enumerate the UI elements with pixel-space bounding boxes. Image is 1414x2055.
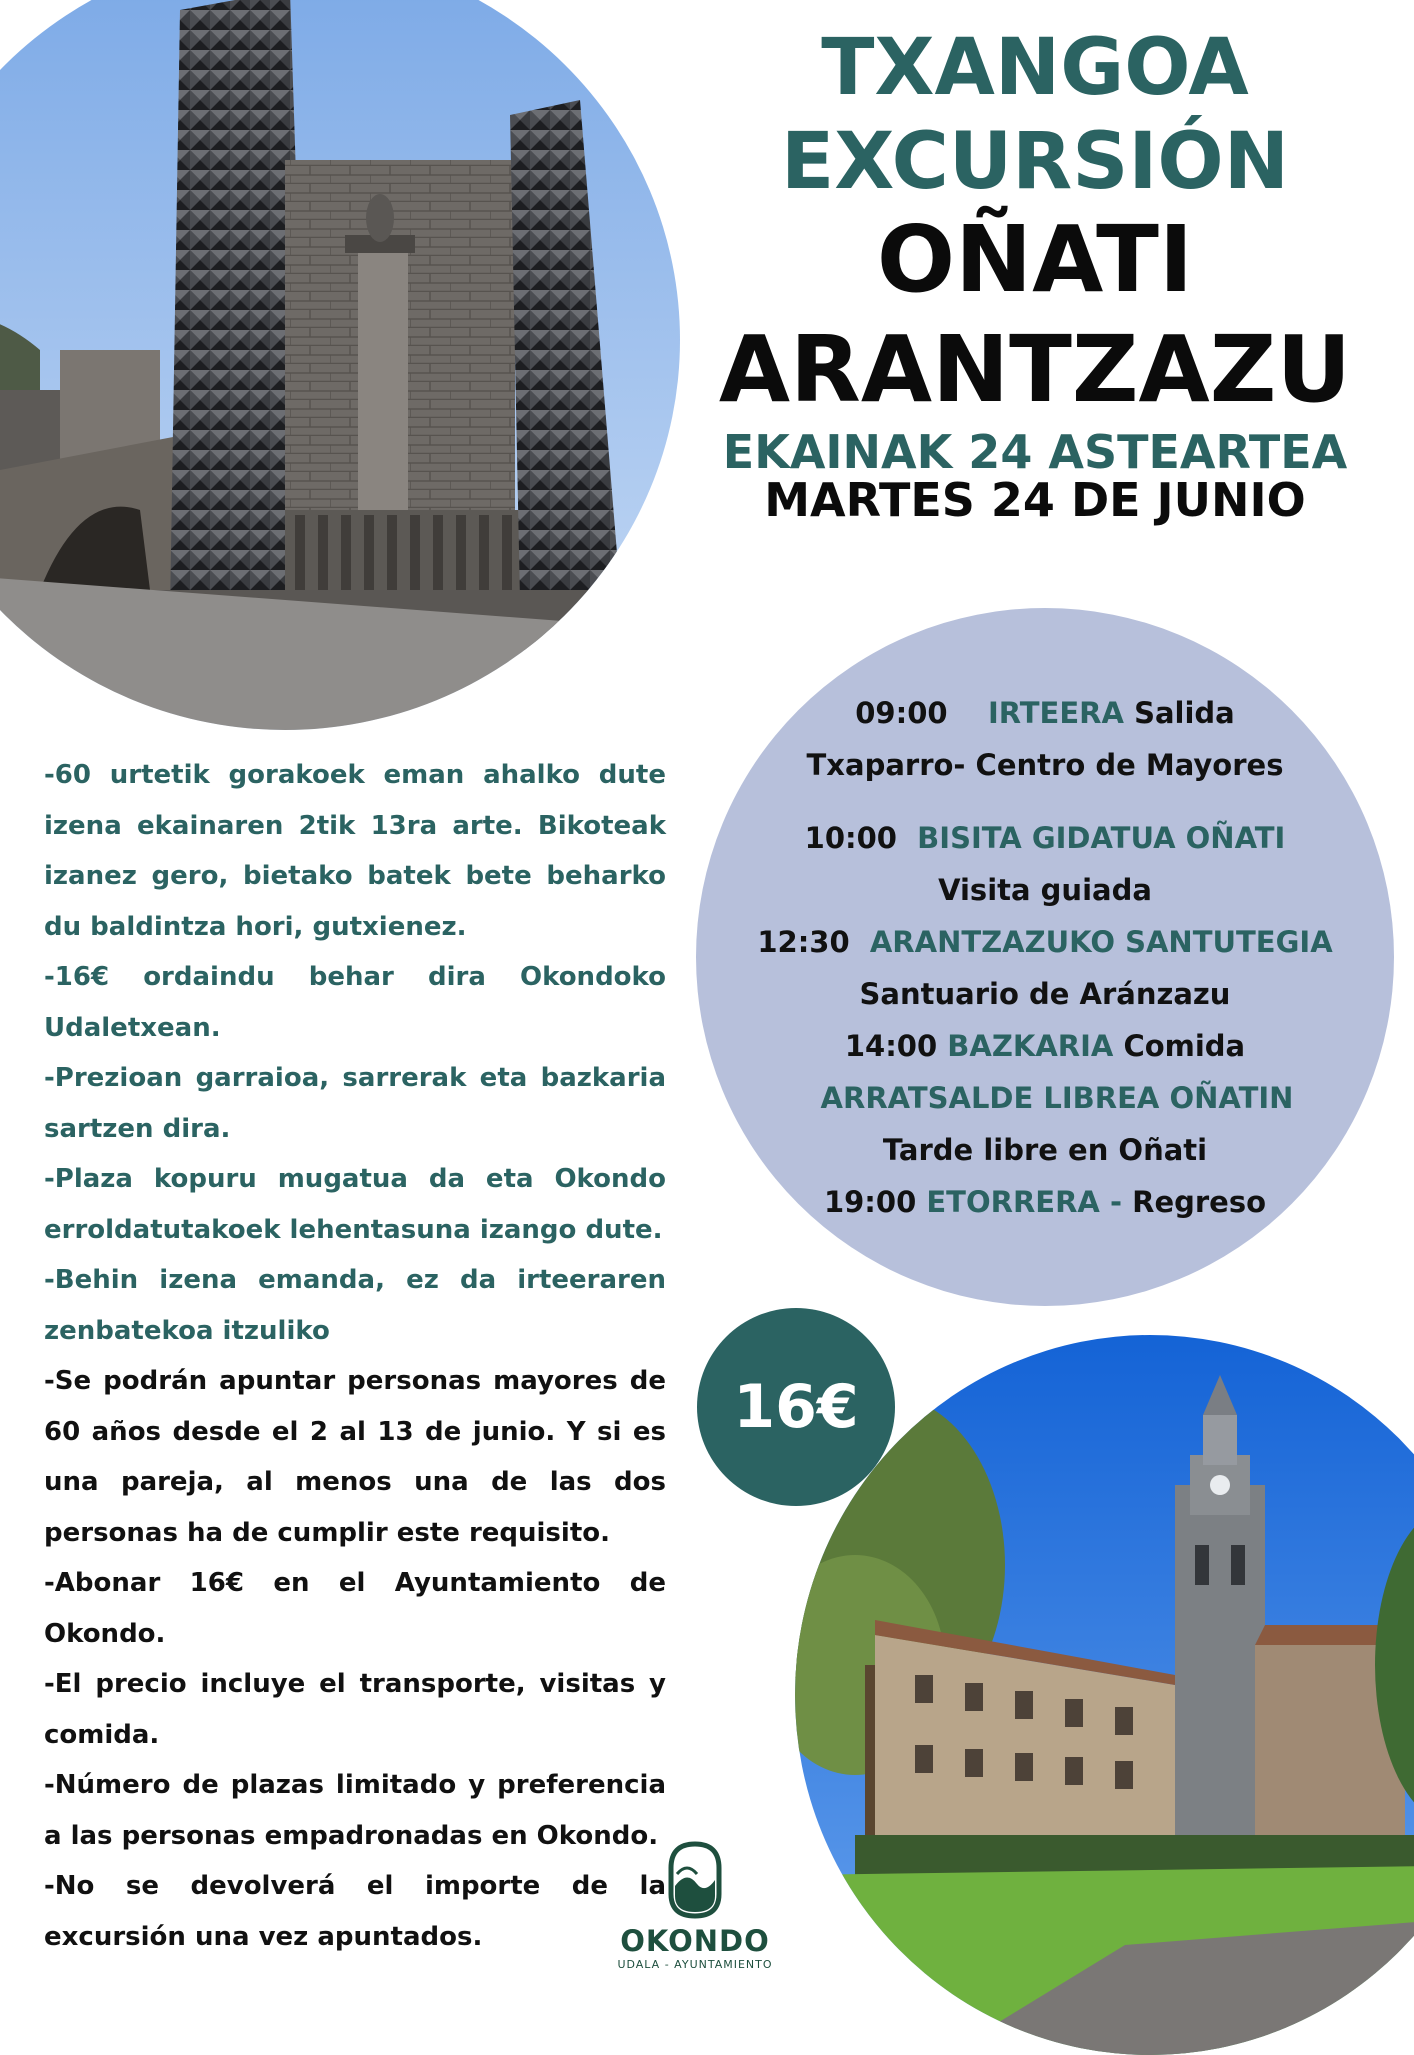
arantzazu-sanctuary-photo: [0, 0, 680, 730]
schedule-circle: [696, 608, 1394, 1306]
schedule-item-spanish: Regreso: [1132, 1185, 1267, 1219]
title-excursion: EXCURSIÓN: [780, 117, 1290, 207]
condition-spanish: -Número de plazas limitado y preferencia a las personas empadronadas en Okondo.: [44, 1770, 666, 1851]
condition-spanish: -Se podrán apuntar personas mayores de 60 años desde el 2 al 13 de junio. Y si es una pareja, al menos una de las dos personas ha de cumplir este requisito.: [44, 1366, 666, 1548]
logo-name: OKONDO: [620, 1924, 770, 1958]
condition-basque: -60 urtetik gorakoek eman ahalko dute izena ekainaren 2tik 13ra arte. Bikoteak izanez gero, bietako batek bete beharko du baldintza hori, gutxienez.: [44, 760, 666, 942]
price-badge: 16€: [697, 1308, 895, 1506]
condition-basque: -Prezioan garraioa, sarrerak eta bazkaria sartzen dira.: [44, 1063, 666, 1144]
date-basque: EKAINAK 24 ASTEARTEA: [722, 425, 1348, 479]
schedule-row-meeting-point: Txaparro- Centro de Mayores: [806, 748, 1284, 782]
schedule-item-basque: ETORRERA -: [926, 1185, 1122, 1219]
condition-basque: -Behin izena emanda, ez da irteeraren zenbatekoa itzuliko: [44, 1265, 666, 1346]
schedule-row-free-afternoon: ARRATSALDE LIBREA OÑATIN: [820, 1081, 1294, 1115]
okondo-logo: [610, 1840, 780, 1972]
okondo-emblem-icon: [667, 1840, 723, 1920]
schedule-item-basque: IRTEERA: [987, 696, 1124, 730]
schedule-row-sanctuary-spanish: Santuario de Aránzazu: [859, 977, 1231, 1011]
schedule-time: 10:00: [804, 821, 897, 855]
title-onati: OÑATI: [876, 206, 1194, 313]
schedule-row-return: [696, 1182, 1394, 1222]
condition-spanish: -No se devolverá el importe de la excursión una vez apuntados.: [44, 1871, 666, 1952]
conditions-text: [44, 750, 666, 1962]
schedule-item-basque: BISITA GIDATUA OÑATI: [917, 821, 1286, 855]
schedule-time: 14:00: [844, 1029, 938, 1063]
logo-subtitle: UDALA - AYUNTAMIENTO: [617, 1958, 773, 1971]
condition-basque: -Plaza kopuru mugatua da eta Okondo erroldatutakoek lehentasuna izango dute.: [44, 1164, 666, 1245]
schedule-time: 19:00: [823, 1185, 917, 1219]
title-arantzazu: ARANTZAZU: [718, 316, 1352, 423]
title-txangoa: TXANGOA: [821, 23, 1249, 113]
schedule-time: 09:00: [855, 696, 948, 730]
schedule-item-spanish: Salida: [1134, 696, 1235, 730]
schedule-row-sanctuary: [696, 922, 1394, 962]
schedule-item-spanish: Comida: [1123, 1029, 1246, 1063]
condition-spanish: -El precio incluye el transporte, visitas y comida.: [44, 1669, 666, 1750]
condition-spanish: -Abonar 16€ en el Ayuntamiento de Okondo.: [44, 1568, 666, 1649]
schedule-time: 12:30: [757, 925, 850, 959]
schedule-row-lunch: [696, 1026, 1394, 1066]
schedule-item-basque: ARANTZAZUKO SANTUTEGIA: [869, 925, 1333, 959]
schedule-row-free-afternoon-spanish: Tarde libre en Oñati: [882, 1133, 1208, 1167]
schedule-row-departure: [696, 693, 1394, 733]
date-spanish: MARTES 24 DE JUNIO: [764, 473, 1306, 527]
schedule-row-guided-visit-spanish: Visita guiada: [938, 873, 1152, 907]
schedule-row-guided-visit: [696, 818, 1394, 858]
schedule-item-basque: BAZKARIA: [947, 1029, 1114, 1063]
condition-basque: -16€ ordaindu behar dira Okondoko Udaletxean.: [44, 962, 666, 1043]
